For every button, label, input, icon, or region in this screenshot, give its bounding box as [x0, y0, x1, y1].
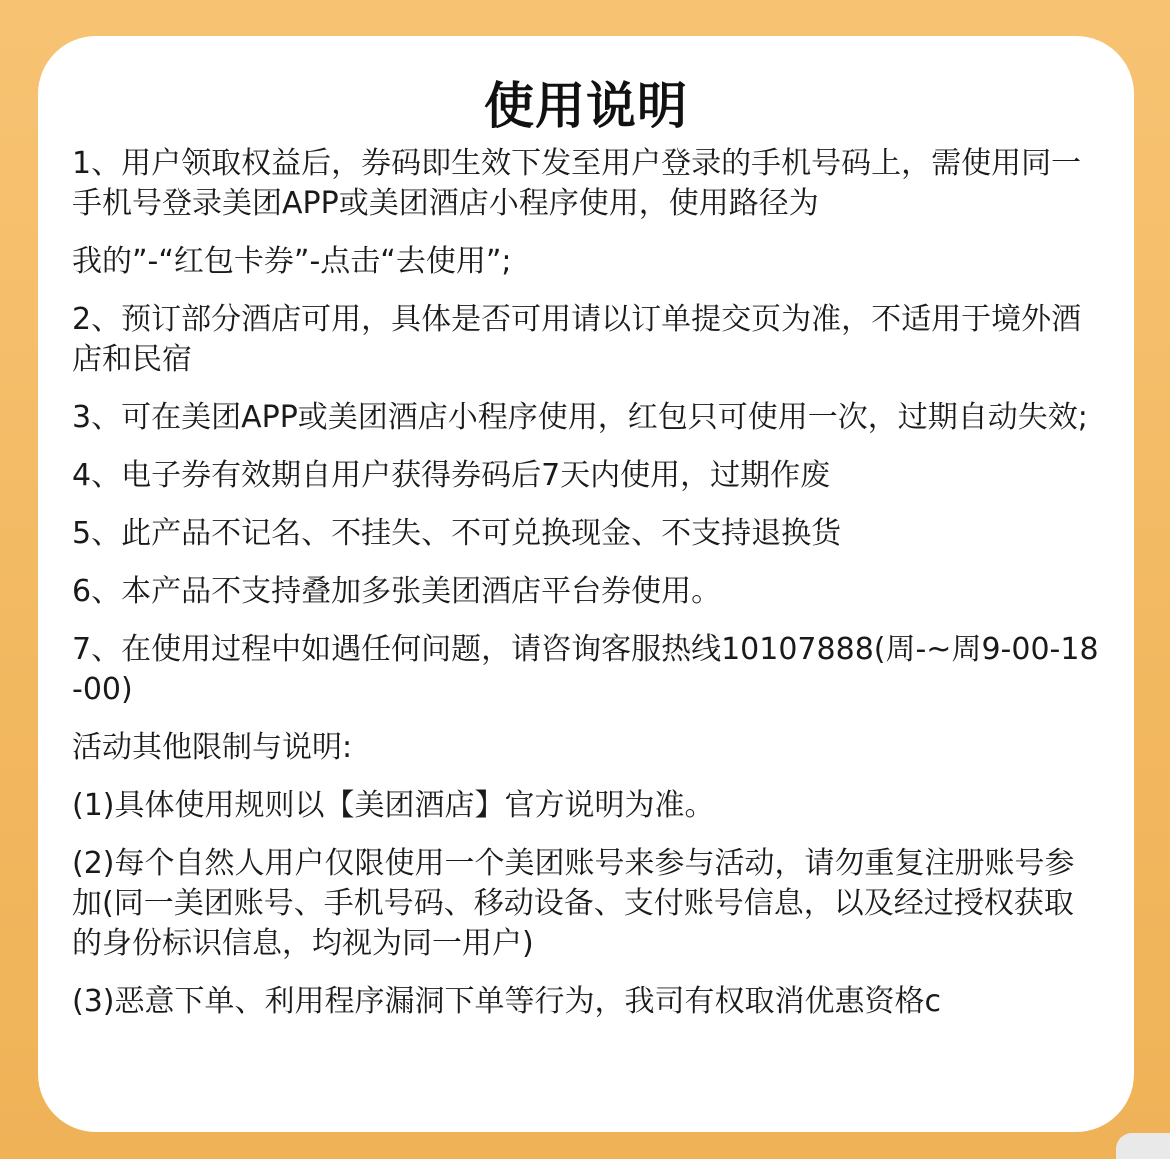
instruction-item-6: 6、本产品不支持叠加多张美团酒店平台券使用。: [72, 574, 722, 609]
instruction-item-1: 1、用户领取权益后，券码即生效下发至用户登录的手机号码上，需使用同一手机号登录美团APP或美团酒店小程序使用，使用路径为: [72, 146, 1082, 221]
page-title: 使用说明: [484, 77, 688, 135]
instruction-item-7: 7、在使用过程中如遇任何问题，请咨询客服热线10107888(周-~周9-00-18-00): [72, 632, 1099, 707]
instruction-item-3: 3、可在美团APP或美团酒店小程序使用，红包只可使用一次，过期自动失效;: [72, 400, 1088, 435]
restriction-item-1: (1)具体使用规则以【美团酒店】官方说明为准。: [72, 788, 715, 823]
corner-tab: [1116, 1133, 1170, 1159]
instruction-item-2: 2、预订部分酒店可用，具体是否可用请以订单提交页为准，不适用于境外酒店和民宿: [72, 302, 1082, 377]
instruction-item-4: 4、电子券有效期自用户获得券码后7天内使用，过期作废: [72, 458, 831, 493]
restriction-item-2: (2)每个自然人用户仅限使用一个美团账号来参与活动，请勿重复注册账号参加(同一美团账号、手机号码、移动设备、支付账号信息，以及经过授权获取的身份标识信息，均视为同一用户): [72, 846, 1075, 961]
instructions-card: [38, 36, 1134, 1132]
restriction-item-3: (3)恶意下单、利用程序漏洞下单等行为，我司有权取消优惠资格c: [72, 984, 941, 1019]
other-restrictions-heading: 活动其他限制与说明:: [72, 730, 353, 765]
instruction-item-5: 5、此产品不记名、不挂失、不可兑换现金、不支持退换货: [72, 516, 842, 551]
instruction-usage-path: 我的”-“红包卡券”-点击“去使用”;: [72, 244, 512, 279]
